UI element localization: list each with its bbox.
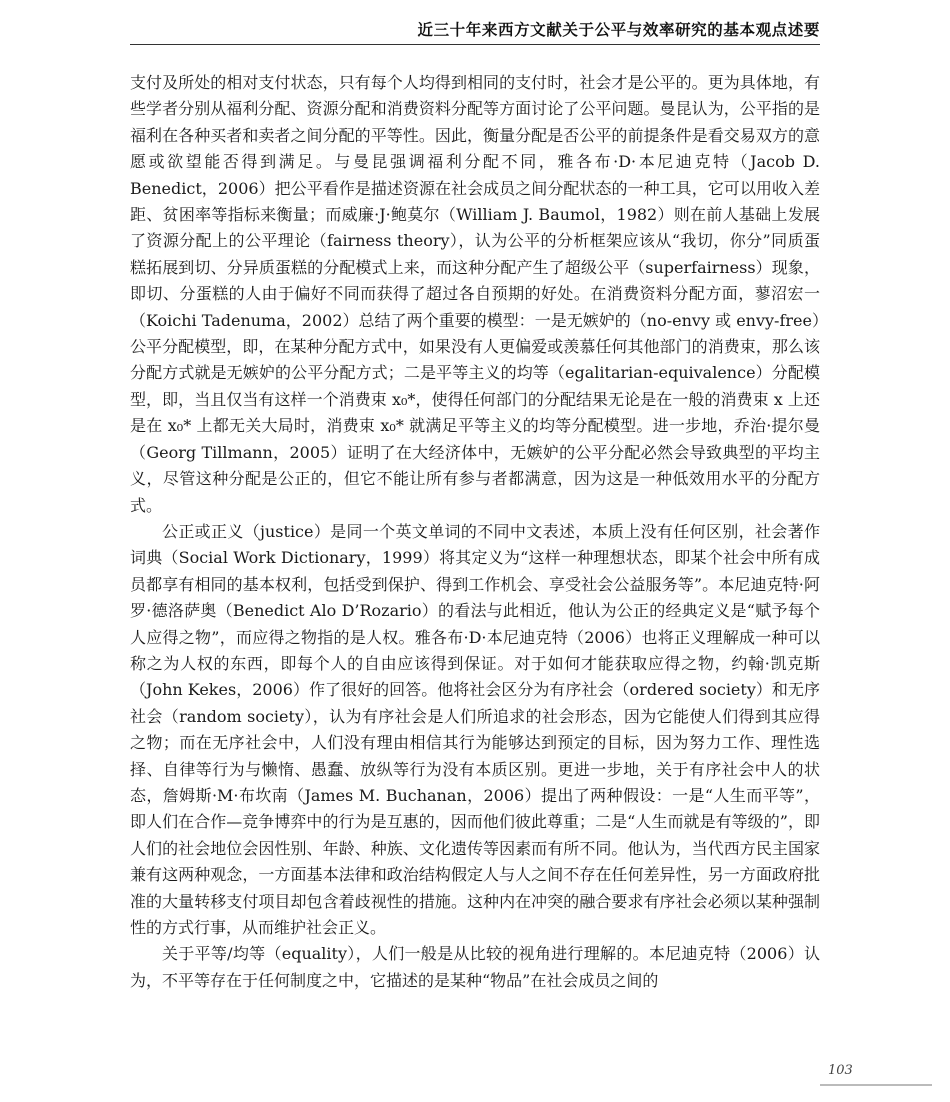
running-header xyxy=(130,14,820,45)
paragraph-equality: 关于平等/均等（equality），人们一般是从比较的视角进行理解的。本尼迪克特（2006）认为，不平等存在于任何制度之中，它描述的是某种“物品”在社会成员之间的 xyxy=(130,944,820,990)
running-header-title: 近三十年来西方文献关于公平与效率研究的基本观点述要 xyxy=(417,21,820,39)
page-footer xyxy=(820,1060,932,1086)
article-body xyxy=(130,70,820,994)
paragraph-justice: 公正或正义（justice）是同一个英文单词的不同中文表述，本质上没有任何区别，社会著作词典（Social Work Dictionary，1999）将其定义为“这样一种理想状态，即某个社会中所有成员都享有相同的基本权利，包括受到保护、得到工作机会、享受社会公益服务等”。本尼迪克特·阿罗·德洛萨奥（Benedict Alo D’Rozario）的看法与此相近，他认为公正的经典定义是“赋予每个人应得之物”，而应得之物指的是人权。雅各布·D·本尼迪克特（2006）也将正义理解成一种可以称之为人权的东西，即每个人的自由应该得到保证。对于如何才能获取应得之物，约翰·凯克斯（John Kekes，2006）作了很好的回答。他将社会区分为有序社会（ordered society）和无序社会（random society），认为有序社会是人们所追求的社会形态，因为它能使人们得到其应得之物；而在无序社会中，人们没有理由相信其行为能够达到预定的目标，因为努力工作、理性选择、自律等行为与懒惰、愚蠢、放纵等行为没有本质区别。更进一步地，关于有序社会中人的状态，詹姆斯·M·布坎南（James M. Buchanan，2006）提出了两种假设：一是“人生而平等”，即人们在合作—竞争博弈中的行为是互惠的，因而他们彼此尊重；二是“人生而就是有等级的”，即人们的社会地位会因性别、年龄、种族、文化遗传等因素而有所不同。他认为，当代西方民主国家兼有这两种观念，一方面基本法律和政治结构假定人与人之间不存在任何差异性，另一方面政府批准的大量转移支付项目却包含着歧视性的措施。这种内在冲突的融合要求有序社会必须以某种强制性的方式行事，从而维护社会正义。 xyxy=(130,521,820,937)
page-number: 103 xyxy=(828,1063,853,1078)
paragraph-continued: 支付及所处的相对支付状态，只有每个人均得到相同的支付时，社会才是公平的。更为具体地，有些学者分别从福利分配、资源分配和消费资料分配等方面讨论了公平问题。曼昆认为，公平指的是福利在各种买者和卖者之间分配的平等性。因此，衡量分配是否公平的前提条件是看交易双方的意愿或欲望能否得到满足。与曼昆强调福利分配不同，雅各布·D·本尼迪克特（Jacob D. Benedict，2006）把公平看作是描述资源在社会成员之间分配状态的一种工具，它可以用收入差距、贫困率等指标来衡量；而威廉·J·鲍莫尔（William J. Baumol，1982）则在前人基础上发展了资源分配上的公平理论（fairness theory），认为公平的分析框架应该从“我切，你分”同质蛋糕拓展到切、分异质蛋糕的分配模式上来，而这种分配产生了超级公平（superfairness）现象，即切、分蛋糕的人由于偏好不同而获得了超过各自预期的好处。在消费资料分配方面，蓼沼宏一（Koichi Tadenuma，2002）总结了两个重要的模型：一是无嫉妒的（no-envy 或 envy-free）公平分配模型，即，在某种分配方式中，如果没有人更偏爱或羡慕任何其他部门的消费束，那么该分配方式就是无嫉妒的公平分配方式；二是平等主义的均等（egalitarian-equivalence）分配模型，即，当且仅当有这样一个消费束 x₀*，使得任何部门的分配结果无论是在一般的消费束 x 上还是在 x₀* 上都无关大局时，消费束 x₀* 就满足平等主义的均等分配模型。进一步地，乔治·提尔曼（Georg Tillmann，2005）证明了在大经济体中，无嫉妒的公平分配必然会导致典型的平均主义，尽管这种分配是公正的，但它不能让所有参与者都满意，因为这是一种低效用水平的分配方式。 xyxy=(130,73,820,515)
